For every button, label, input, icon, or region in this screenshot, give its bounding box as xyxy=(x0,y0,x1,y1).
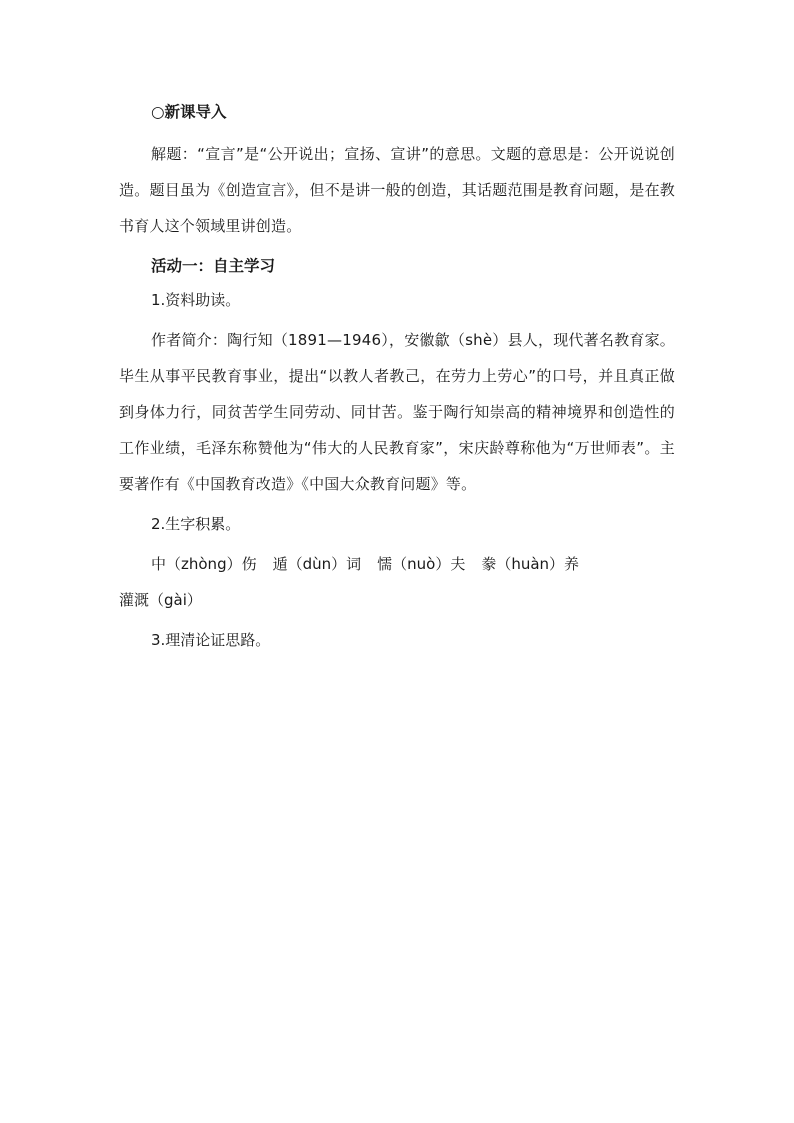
activity-title: 活动一：自主学习 xyxy=(151,257,276,275)
section-title: ○新课导入 xyxy=(151,103,227,121)
item-2-label: 2.生字积累。 xyxy=(151,515,241,533)
item-1-label: 1.资料助读。 xyxy=(151,291,241,309)
vocab-item: 遁（dùn）词 xyxy=(272,555,362,573)
document-page xyxy=(119,100,675,652)
intro-paragraph: 解题：“宣言”是“公开说出；宣扬、宣讲”的意思。文题的意思是：公开说说创造。题目虽为《创造宣言》，但不是讲一般的创造，其话题范围是教育问题，是在教书育人这个领域里讲创造。 xyxy=(119,145,675,235)
vocab-item: 灌溉（gài） xyxy=(119,591,202,609)
vocab-item: 豢（huàn）养 xyxy=(481,555,580,573)
vocab-item: 中（zhòng）伤 xyxy=(151,555,257,573)
author-intro-paragraph: 作者简介：陶行知（1891—1946），安徽歙（shè）县人，现代著名教育家。毕生从事平民教育事业，提出“以教人者教己，在劳力上劳心”的口号，并且真正做到身体力行，同贫苦学生同劳动、同甘苦。鉴于陶行知崇高的精神境界和创造性的工作业绩，毛泽东称赞他为“伟大的人民教育家”，宋庆龄尊称他为“万世师表”。主要著作有《中国教育改造》《中国大众教育问题》等。 xyxy=(119,331,675,493)
vocab-item: 懦（nuò）夫 xyxy=(377,555,466,573)
vocab-list xyxy=(119,546,675,618)
item-3-label: 3.理清论证思路。 xyxy=(151,631,271,649)
